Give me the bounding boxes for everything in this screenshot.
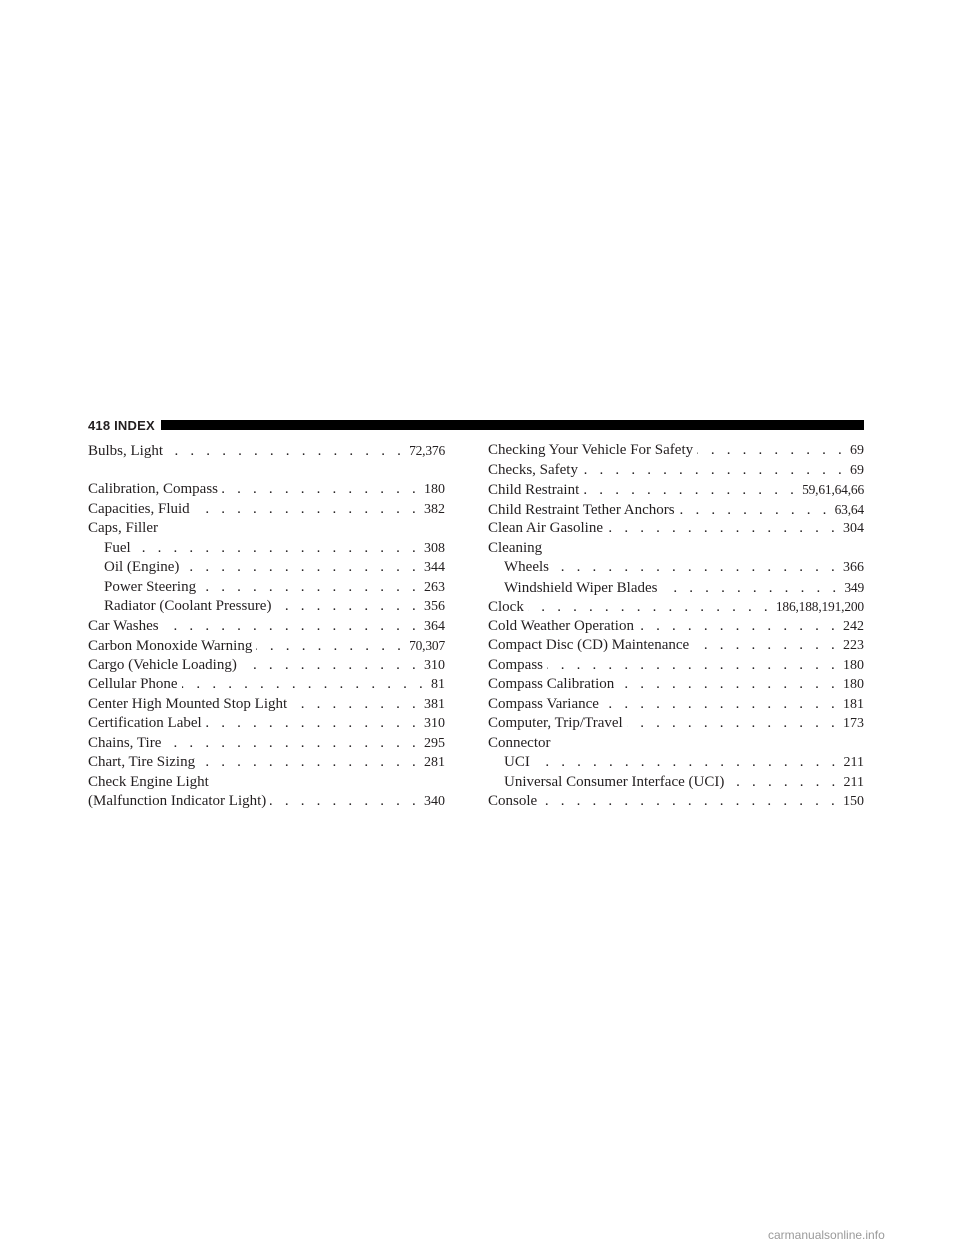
index-term: Child Restraint Tether Anchors (488, 501, 675, 518)
index-term: Cold Weather Operation (488, 617, 634, 634)
index-term: Clock (488, 599, 524, 615)
index-entry (88, 714, 445, 734)
index-subentry (88, 578, 445, 598)
index-term: Chart, Tire Sizing (88, 754, 196, 770)
index-term: Carbon Monoxide Warning (88, 638, 253, 654)
leader-dots (582, 461, 846, 481)
index-entry (88, 441, 445, 461)
index-entry (88, 675, 445, 695)
index-page: 349 (844, 579, 864, 595)
index-page: 70,307 (409, 638, 445, 653)
index-term: Cargo (Vehicle Loading) (88, 656, 237, 673)
index-entry (488, 441, 864, 461)
index-term: Console (488, 793, 538, 809)
index-term: Bulbs, Light (88, 443, 164, 459)
index-entry (488, 519, 864, 539)
index-page: 181 (843, 696, 864, 712)
index-page: 381 (424, 696, 445, 712)
index-term: Calibration, Compass (88, 481, 218, 497)
index-subentry (88, 539, 445, 559)
page-header (88, 416, 864, 434)
index-entry (88, 636, 445, 656)
index-term: Computer, Trip/Travel (488, 715, 623, 731)
index-heading: Caps, Filler (88, 520, 158, 536)
index-entry (488, 617, 864, 637)
leader-dots (291, 695, 420, 715)
index-entry (488, 656, 864, 676)
index-term: UCI (504, 754, 530, 770)
index-term: Windshield Wiper Blades (504, 579, 658, 596)
leader-dots (183, 558, 420, 578)
index-entry (88, 656, 445, 676)
index-page: 63,64 (834, 501, 864, 517)
leader-dots (222, 480, 420, 500)
index-term: Compass Calibration (488, 676, 615, 692)
index-page: 310 (424, 716, 445, 731)
leader-dots (728, 773, 839, 793)
page-header-label (88, 418, 155, 433)
leader-dots (553, 558, 839, 578)
index-subentry (488, 773, 864, 793)
index-term: Clean Air Gasoline (488, 520, 603, 536)
index-entry (488, 636, 864, 656)
index-term: Oil (Engine) (104, 559, 180, 575)
section-title: INDEX (114, 417, 155, 433)
leader-dots (583, 481, 798, 501)
index-entry (488, 597, 864, 617)
index-page: 81 (431, 677, 445, 692)
index-page: 281 (424, 755, 445, 770)
index-term: Child Restraint (488, 482, 580, 498)
leader-dots (618, 675, 839, 695)
index-entry (88, 500, 445, 520)
leader-dots (679, 501, 831, 521)
index-subentry (88, 558, 445, 578)
index-term: Fuel (104, 539, 131, 556)
index-page: 263 (424, 579, 445, 595)
index-page: 223 (843, 638, 864, 653)
index-entry (88, 617, 445, 637)
entry-gap (88, 461, 445, 481)
index-term: Center High Mounted Stop Light (88, 695, 288, 712)
index-page: 180 (843, 677, 864, 692)
leader-dots (697, 441, 846, 461)
index-page: 356 (424, 599, 445, 614)
index-term: Cellular Phone (88, 676, 178, 692)
index-heading: Connector (488, 734, 551, 751)
index-entry (488, 461, 864, 481)
index-entry (488, 695, 864, 715)
leader-dots (270, 792, 420, 812)
index-term: Chains, Tire (88, 734, 162, 751)
index-term: Compass (488, 656, 544, 673)
index-page: 344 (424, 560, 445, 575)
index-column-left (88, 441, 445, 812)
index-columns (88, 441, 864, 821)
index-page: 366 (843, 560, 864, 575)
index-page: 180 (424, 482, 445, 497)
leader-dots (528, 598, 772, 618)
leader-dots (200, 578, 420, 598)
index-page: 308 (424, 540, 445, 556)
index-page: 364 (424, 618, 445, 634)
index-entry (488, 675, 864, 695)
index-page: 382 (424, 501, 445, 517)
index-term: Checks, Safety (488, 461, 578, 478)
leader-dots (547, 656, 839, 676)
index-entry (488, 480, 864, 500)
leader-dots (163, 617, 420, 637)
index-term: Radiator (Coolant Pressure) (104, 598, 272, 614)
leader-dots (693, 636, 839, 656)
leader-dots (199, 753, 420, 773)
leader-dots (206, 714, 420, 734)
index-term: Car Washes (88, 617, 159, 634)
index-entry (88, 695, 445, 715)
index-heading: Check Engine Light (88, 773, 209, 790)
page-number: 418 (88, 417, 111, 433)
index-page: 69 (850, 462, 864, 478)
leader-dots (534, 753, 840, 773)
index-entry (488, 792, 864, 812)
leader-dots (627, 714, 839, 734)
leader-dots (241, 656, 420, 676)
watermark-text: carmanualsonline.info (768, 1228, 885, 1242)
index-page: 295 (424, 735, 445, 751)
index-entry (88, 753, 445, 773)
index-term: (Malfunction Indicator Light) (88, 793, 267, 809)
index-subentry (488, 578, 864, 598)
leader-dots (603, 695, 839, 715)
index-term: Compass Variance (488, 695, 599, 712)
leader-dots (256, 637, 405, 657)
index-term: Certification Label (88, 715, 202, 731)
index-term: Capacities, Fluid (88, 500, 190, 517)
leader-dots (167, 442, 405, 462)
leader-dots (135, 539, 420, 559)
index-page: 211 (843, 755, 864, 770)
index-entry (488, 500, 864, 520)
index-page: 304 (843, 521, 864, 536)
index-term: Compact Disc (CD) Maintenance (488, 637, 690, 653)
leader-dots (275, 597, 420, 617)
index-heading: Cleaning (488, 539, 543, 556)
index-term: Universal Consumer Interface (UCI) (504, 773, 725, 790)
leader-dots (638, 617, 839, 637)
header-rule (161, 420, 864, 430)
index-page: 211 (843, 774, 864, 790)
index-page: 180 (843, 657, 864, 673)
index-page: 69 (850, 443, 864, 458)
index-page: 72,376 (409, 443, 445, 458)
index-term: Wheels (504, 559, 549, 575)
index-term: Checking Your Vehicle For Safety (488, 442, 694, 458)
index-page: 186,188,191,200 (775, 599, 864, 614)
leader-dots (541, 792, 839, 812)
index-column-right (488, 441, 864, 812)
index-term: Power Steering (104, 578, 197, 595)
index-page: 310 (424, 657, 445, 673)
leader-dots (662, 579, 841, 599)
leader-dots (182, 675, 427, 695)
index-entry (88, 734, 445, 754)
index-page: 59,61,64,66 (802, 482, 864, 497)
index-entry (488, 714, 864, 734)
leader-dots (194, 500, 420, 520)
index-entry (88, 480, 445, 500)
leader-dots (165, 734, 420, 754)
index-page: 242 (843, 618, 864, 634)
index-page: 150 (843, 794, 864, 809)
index-subentry (88, 597, 445, 617)
index-subentry (488, 753, 864, 773)
leader-dots (607, 519, 839, 539)
index-page: 340 (424, 794, 445, 809)
index-entry (88, 792, 445, 812)
index-page: 173 (843, 716, 864, 731)
index-subentry (488, 558, 864, 578)
